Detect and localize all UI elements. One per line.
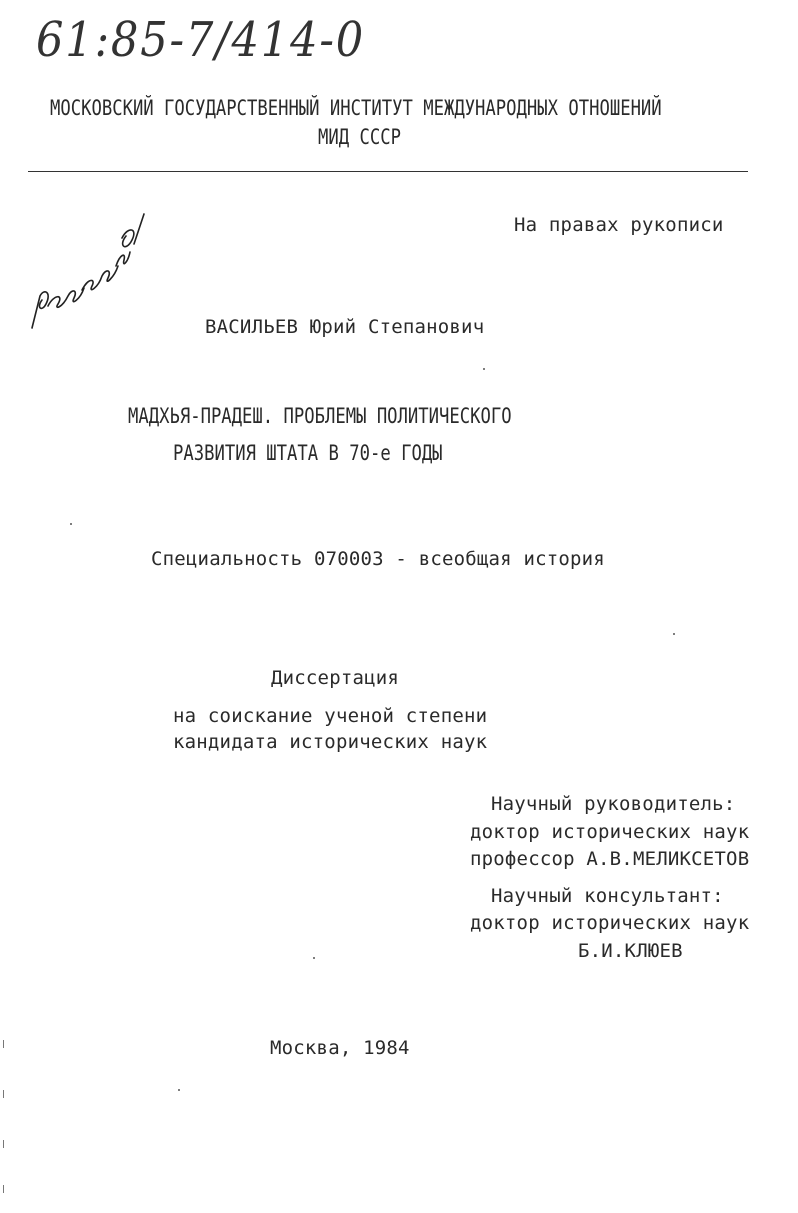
place-year: Москва, 1984: [270, 1037, 410, 1059]
consultant-rank: доктор исторических наук: [470, 912, 750, 934]
scan-speck: [673, 633, 675, 635]
degree-line-2: кандидата исторических наук: [173, 731, 488, 753]
dissertation-label: Диссертация: [271, 667, 400, 689]
consultant-name: Б.И.КЛЮЕВ: [578, 940, 683, 962]
title-line-2: РАЗВИТИЯ ШТАТА В 70-е ГОДЫ: [173, 441, 443, 465]
supervisor-rank: доктор исторических наук: [470, 821, 750, 843]
scan-edge-mark: [3, 1090, 4, 1098]
scan-speck: [313, 957, 315, 959]
title-line-1: МАДХЬЯ-ПРАДЕШ. ПРОБЛЕМЫ ПОЛИТИЧЕСКОГО: [128, 404, 512, 428]
specialty: Специальность 070003 - всеобщая история: [151, 548, 605, 570]
author-name: ВАСИЛЬЕВ Юрий Степанович: [205, 316, 485, 338]
degree-line-1: на соискание ученой степени: [173, 705, 488, 727]
scan-edge-mark: [3, 1185, 4, 1193]
supervisor-name: профессор А.В.МЕЛИКСЕТОВ: [470, 848, 750, 870]
scan-edge-mark: [3, 1040, 4, 1048]
handwritten-signature: [22, 208, 152, 343]
consultant-label: Научный консультант:: [491, 885, 724, 907]
ministry-name: МИД СССР: [318, 125, 401, 149]
scan-speck: [483, 368, 485, 370]
header-divider: [28, 171, 748, 172]
supervisor-label: Научный руководитель:: [491, 793, 736, 815]
scan-edge-mark: [3, 1140, 4, 1148]
manuscript-note: На правах рукописи: [514, 214, 724, 236]
institution-name: МОСКОВСКИЙ ГОСУДАРСТВЕННЫЙ ИНСТИТУТ МЕЖДУНАРОДНЫХ ОТНОШЕНИЙ: [50, 96, 662, 120]
scan-speck: [178, 1089, 180, 1091]
scan-speck: [70, 523, 72, 525]
archive-number: 61:85-7/414-0: [36, 12, 366, 68]
